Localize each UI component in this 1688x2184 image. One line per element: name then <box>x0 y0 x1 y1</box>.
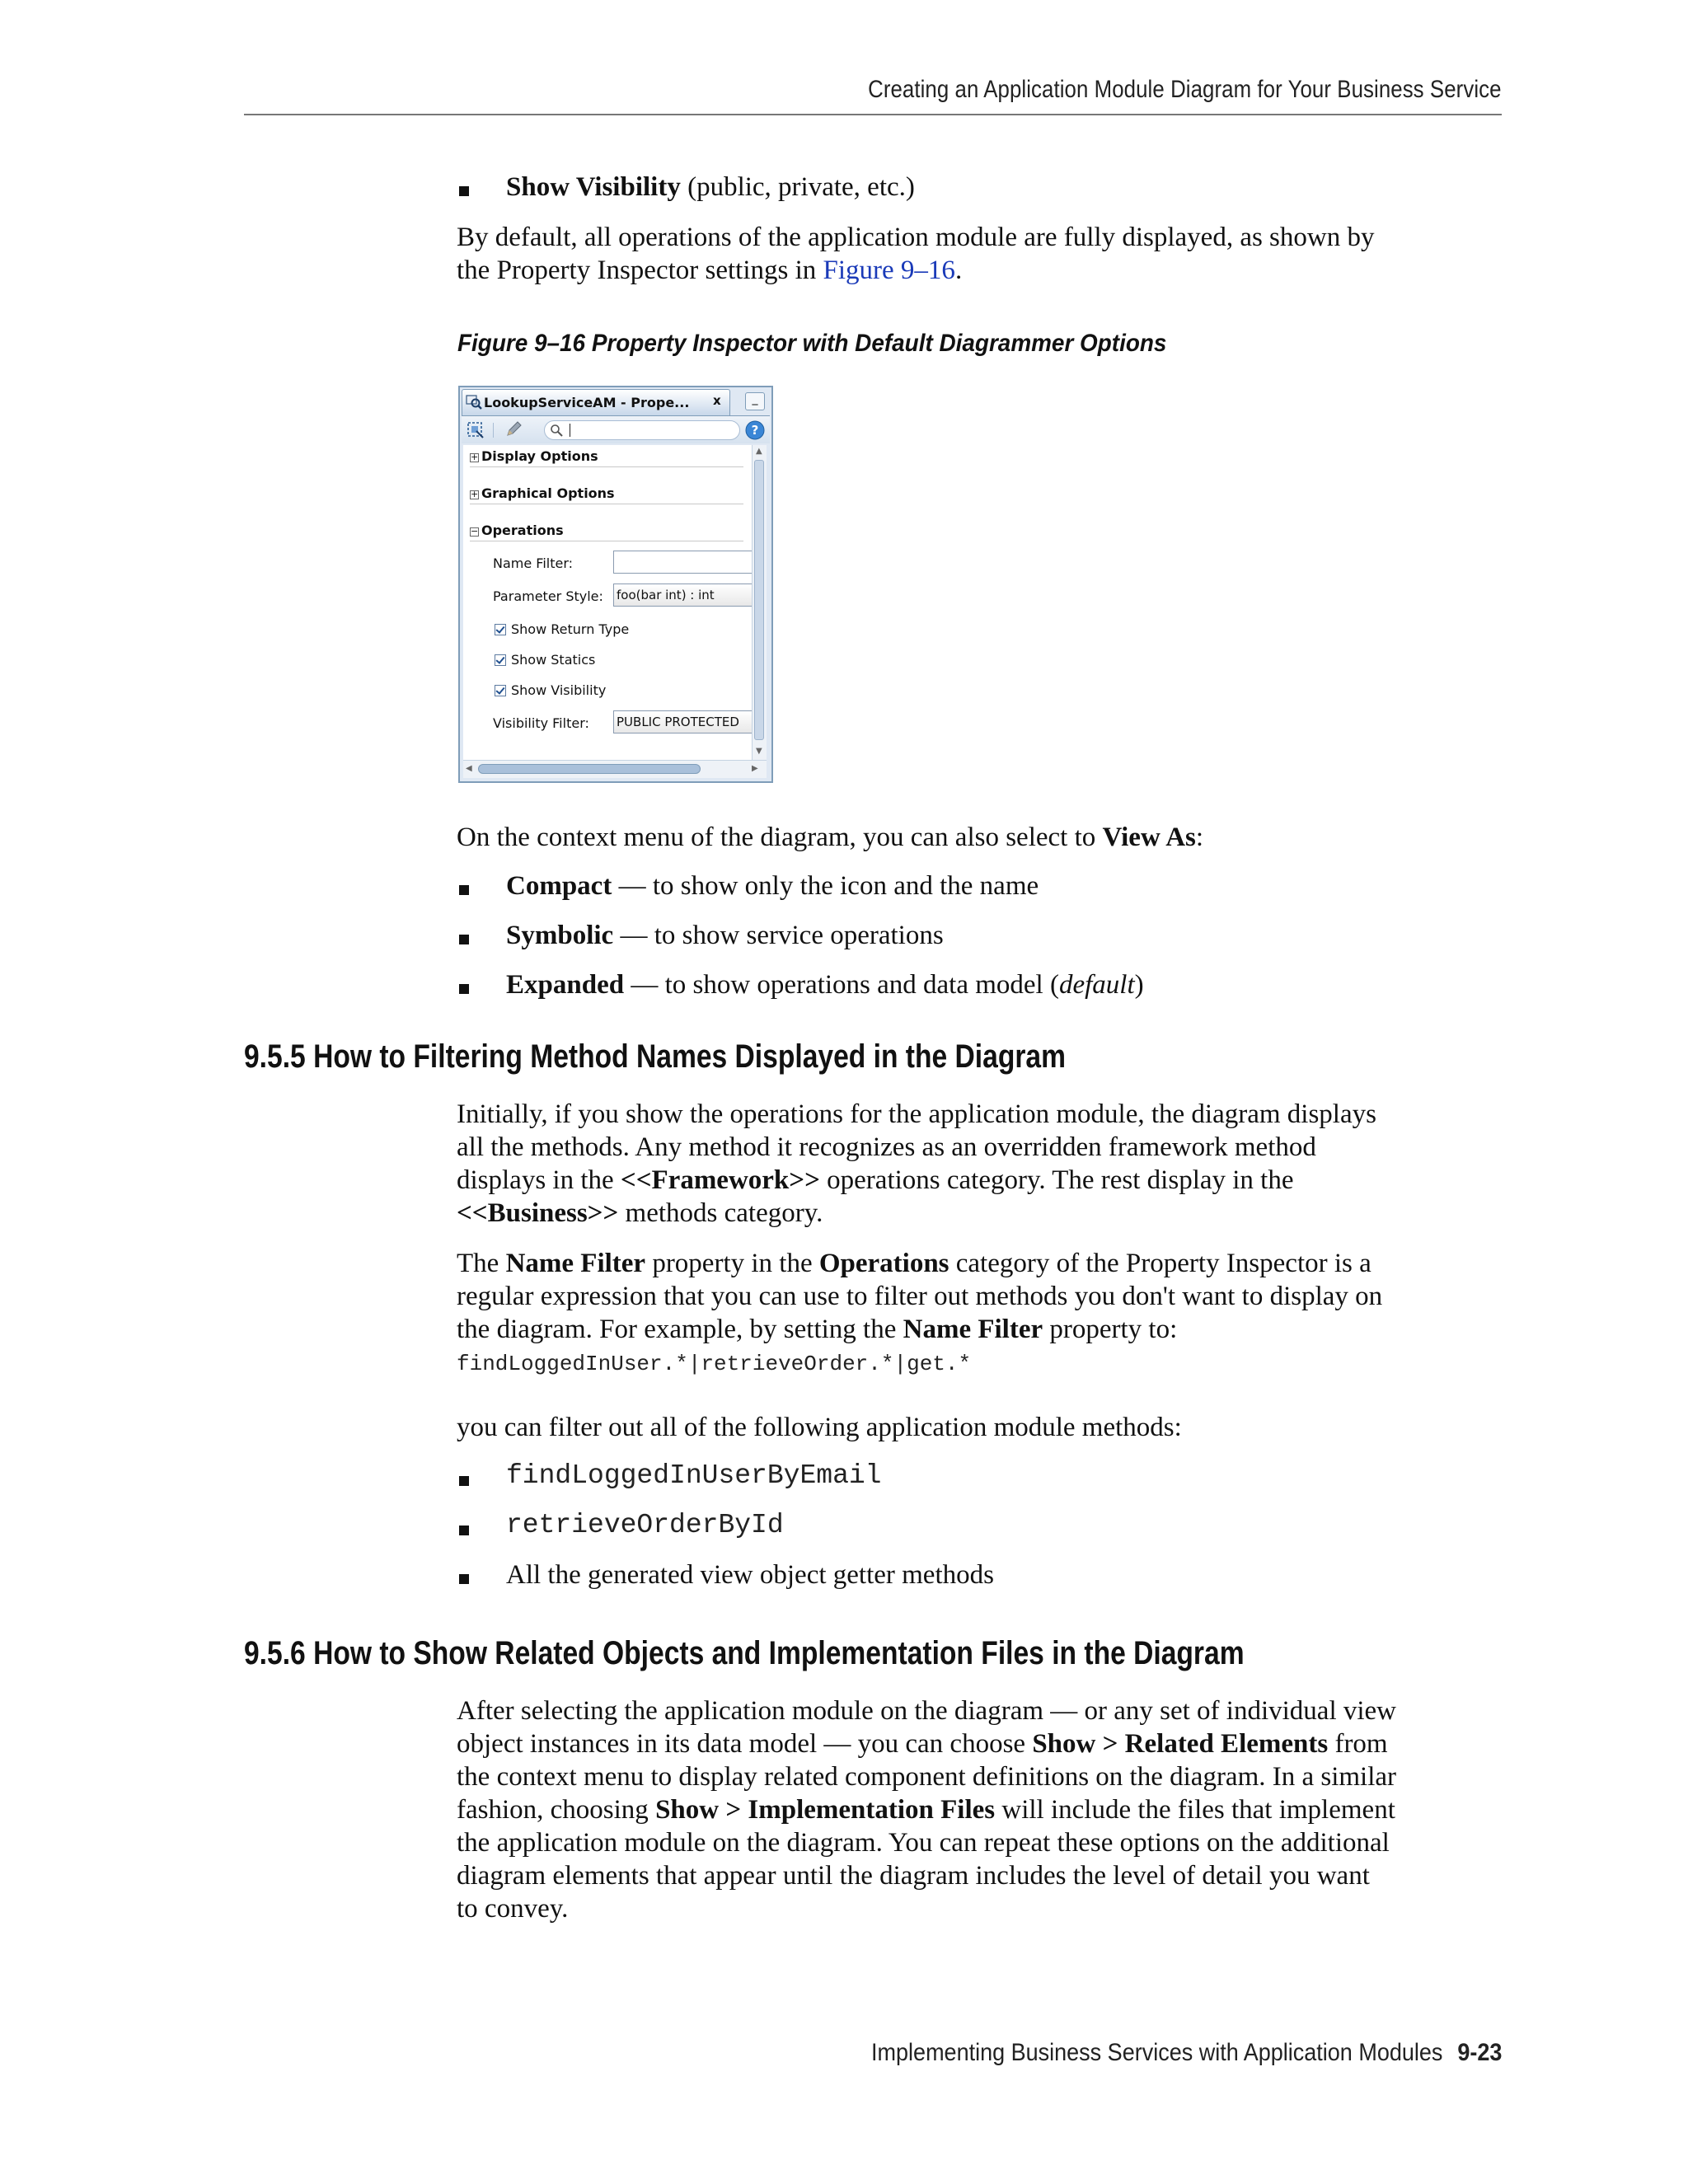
property-inspector-icon <box>466 394 482 410</box>
paragraph-related-objects: After selecting the application module on the diagram — or any set of individual view object instances in its data model — you can choose Show > Related Elements from the context menu to display related component definitions on the diagram. In a similar fashion, choosing Show > Implementation Files will include the files that implement the application module on the diagram. You can repeat these options on the additional diagram elements that appear until the diagram includes the level of detail you want to convey. <box>457 1696 1397 1924</box>
parameter-style-select[interactable]: foo(bar int) : int <box>613 583 755 607</box>
search-icon <box>550 424 563 437</box>
paragraph-filter-result: you can filter out all of the following application module methods: <box>457 1413 1182 1442</box>
inspector-property-list <box>463 445 752 760</box>
horizontal-scrollbar[interactable] <box>463 760 767 778</box>
paragraph-view-as: On the context menu of the diagram, you can also select to View As: <box>457 823 1204 852</box>
visibility-filter-select[interactable]: PUBLIC PROTECTED <box>613 710 755 733</box>
collapse-icon[interactable]: − <box>471 526 479 537</box>
scroll-up-icon[interactable]: ▲ <box>756 447 762 456</box>
figure-caption: Figure 9–16 Property Inspector with Default Diagrammer Options <box>457 330 1167 357</box>
page-number: 9-23 <box>1456 2039 1502 2066</box>
bullet-marker <box>459 1526 469 1535</box>
paragraph-default-operations: By default, all operations of the application module are fully displayed, as shown by the Property Inspector settings in Figure 9–16. <box>457 223 1375 285</box>
group-display-options[interactable]: + Display Options <box>471 448 598 464</box>
paragraph-name-filter: The Name Filter property in the Operations category of the Property Inspector is a regular expression that you can use to filter out methods you don't want to display on the diagram. For example, by setting the Name Filter property to: <box>457 1249 1383 1344</box>
expand-icon[interactable]: + <box>471 489 479 499</box>
bullet-marker <box>459 1476 469 1486</box>
bullet-method-retrieve-order: retrieveOrderById <box>506 1510 784 1540</box>
vertical-scrollbar[interactable] <box>752 445 767 760</box>
scroll-right-icon[interactable]: ▶ <box>752 764 758 773</box>
header-rule <box>244 114 1502 115</box>
checkbox-checked[interactable] <box>495 654 506 666</box>
inspector-tab-title: LookupServiceAM - Prope... <box>484 395 690 410</box>
bullet-marker <box>459 984 469 994</box>
checkbox-checked[interactable] <box>495 624 506 635</box>
expand-icon[interactable]: + <box>471 452 479 462</box>
paragraph-initial-operations: Initially, if you show the operations for the application module, the diagram displays all the methods. Any method it recognizes as an overridden framework method displays in the <<Framework>> operations category. The rest display in the <<Business>> methods category. <box>457 1099 1376 1228</box>
scroll-down-icon[interactable]: ▼ <box>756 747 762 756</box>
horizontal-scroll-thumb[interactable] <box>478 764 701 774</box>
name-filter-label: Name Filter: <box>493 555 574 571</box>
page-footer <box>871 2039 1502 2067</box>
group-divider <box>470 466 743 467</box>
bullet-marker <box>459 186 469 196</box>
show-statics-checkbox[interactable]: Show Statics <box>495 652 595 668</box>
property-inspector-panel <box>458 386 773 783</box>
section-heading-9-5-5: 9.5.5 How to Filtering Method Names Displayed in the Diagram <box>244 1038 1067 1075</box>
name-filter-field[interactable] <box>613 551 755 574</box>
close-icon[interactable]: x <box>713 393 721 408</box>
bullet-symbolic: Symbolic — to show service operations <box>506 921 944 950</box>
section-heading-9-5-6: 9.5.6 How to Show Related Objects and Implementation Files in the Diagram <box>244 1635 1245 1671</box>
footer-title: Implementing Business Services with Application Modules <box>870 2039 1442 2066</box>
checkbox-checked[interactable] <box>495 685 506 696</box>
show-return-type-checkbox[interactable]: Show Return Type <box>495 621 629 637</box>
svg-text:?: ? <box>751 423 759 438</box>
minimize-button[interactable]: _ <box>745 392 765 410</box>
code-name-filter-example: findLoggedInUser.*|retrieveOrder.*|get.* <box>457 1352 972 1376</box>
figure-link[interactable]: Figure 9–16 <box>823 255 955 285</box>
group-graphical-options[interactable]: + Graphical Options <box>471 485 615 501</box>
parameter-style-label: Parameter Style: <box>493 588 603 604</box>
edit-pencil-icon[interactable] <box>504 420 523 438</box>
bullet-expanded: Expanded — to show operations and data model (default) <box>506 970 1144 1000</box>
bullet-getter-methods: All the generated view object getter methods <box>506 1560 994 1590</box>
bullet-method-find-logged-in-user: findLoggedInUserByEmail <box>506 1460 882 1491</box>
inspector-toolbar <box>462 415 770 443</box>
visibility-filter-label: Visibility Filter: <box>493 715 589 731</box>
help-icon[interactable] <box>745 420 765 440</box>
show-visibility-checkbox[interactable]: Show Visibility <box>495 682 606 698</box>
running-header: Creating an Application Module Diagram for Your Business Service <box>868 76 1502 103</box>
bullet-compact: Compact — to show only the icon and the name <box>506 871 1039 901</box>
bullet-marker <box>459 1574 469 1584</box>
bullet-marker <box>459 885 469 895</box>
toolbar-separator <box>493 423 494 438</box>
search-input[interactable] <box>544 420 740 440</box>
scroll-left-icon[interactable]: ◀ <box>466 764 472 773</box>
group-operations[interactable]: − Operations <box>471 523 564 538</box>
bullet-show-visibility: Show Visibility (public, private, etc.) <box>506 172 915 202</box>
bullet-marker <box>459 935 469 944</box>
select-element-icon[interactable] <box>467 421 485 439</box>
vertical-scroll-thumb[interactable] <box>754 460 764 740</box>
inspector-tab[interactable] <box>462 389 730 415</box>
